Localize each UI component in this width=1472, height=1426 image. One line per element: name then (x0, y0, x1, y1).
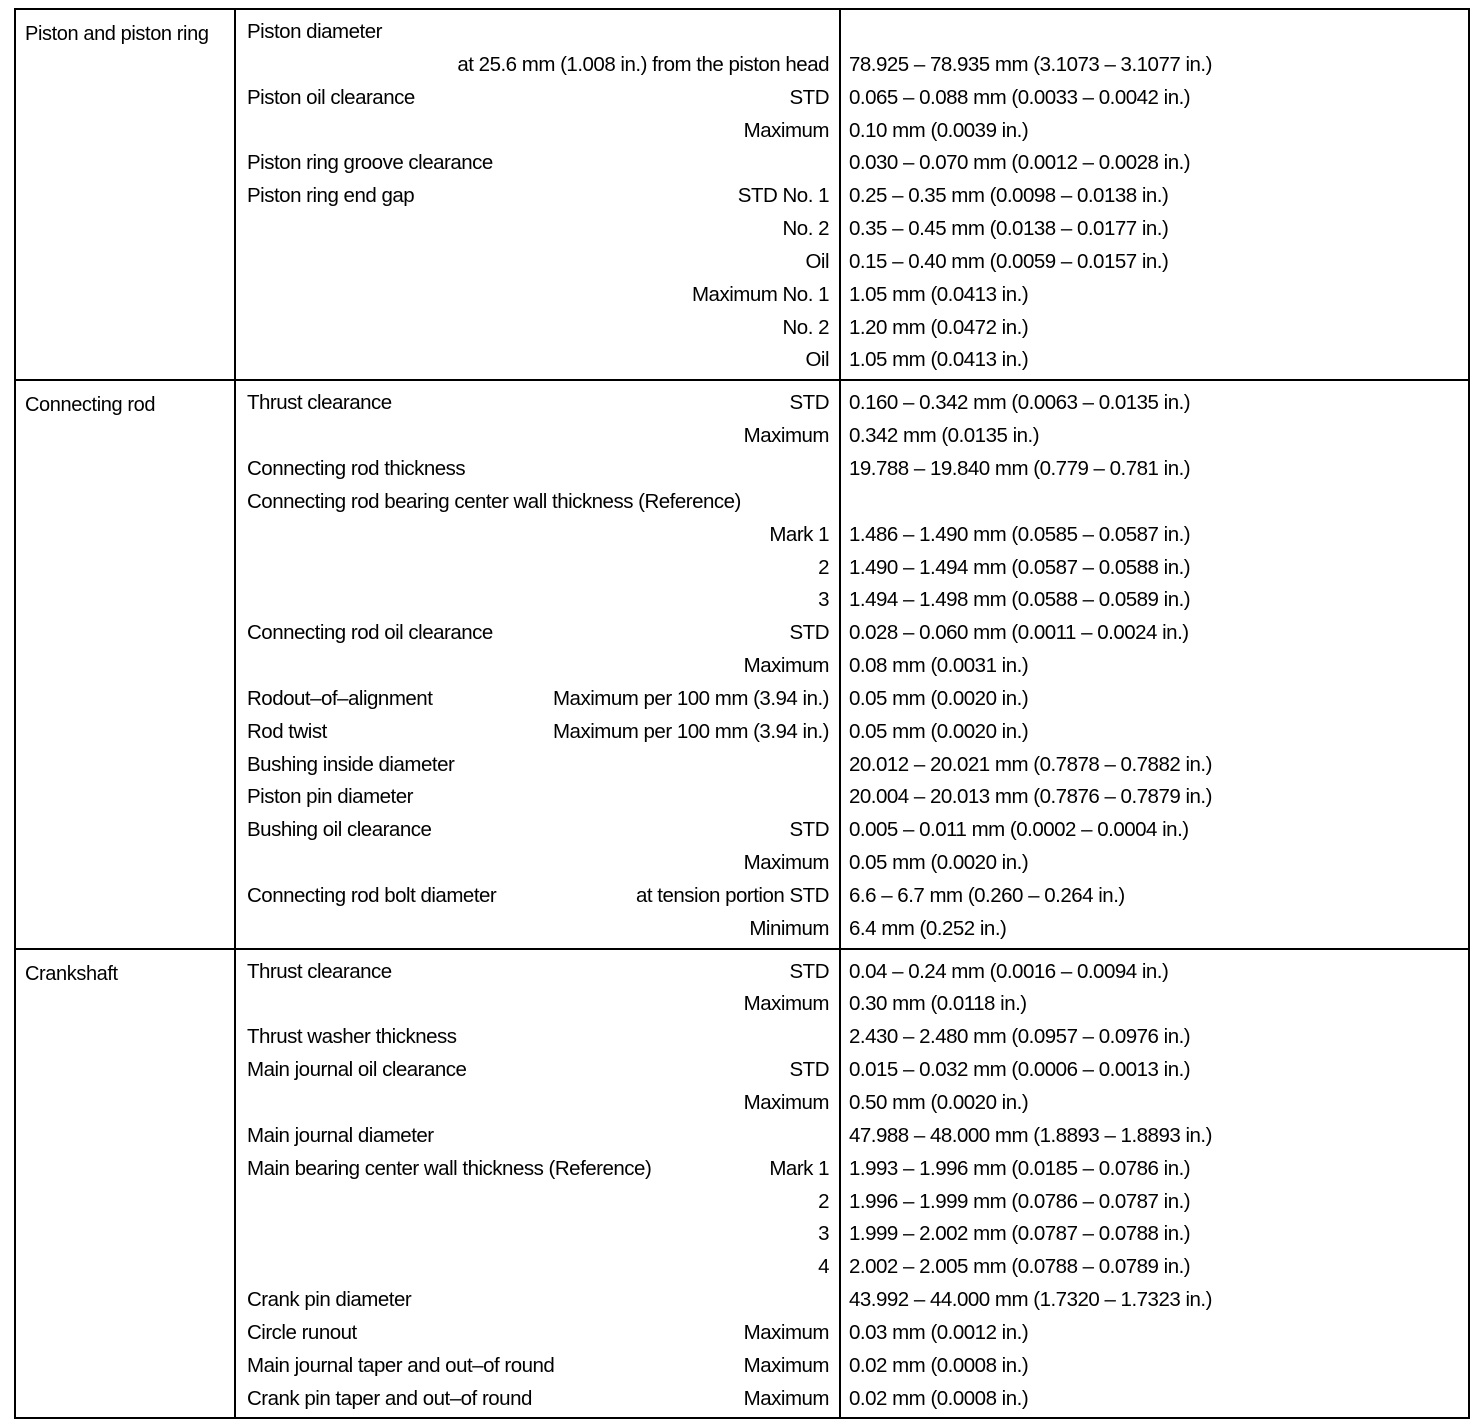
spec-item-line (236, 1317, 839, 1350)
spec-item-condition: No. 2 (782, 217, 829, 241)
spec-item-condition: No. 2 (782, 315, 829, 339)
spec-item-label: Main journal taper and out–of round (247, 1353, 555, 1377)
spec-item-condition: 3 (818, 588, 829, 612)
spec-item-condition: Maximum (743, 1091, 829, 1114)
spec-value: 1.490 – 1.494 mm (0.0587 – 0.0588 in.) (849, 555, 1191, 579)
spec-item-condition: at 25.6 mm (1.008 in.) from the piston head (457, 52, 829, 76)
spec-item-label: Bushing oil clearance (247, 818, 432, 842)
spec-value: 20.012 – 20.021 mm (0.7878 – 0.7882 in.) (849, 752, 1212, 776)
spec-item-line (236, 16, 839, 49)
spec-item-line (236, 1054, 839, 1087)
section-row (15, 380, 1469, 948)
spec-item-condition: Oil (805, 249, 829, 273)
spec-item-line (236, 650, 839, 683)
spec-value: 1.996 – 1.999 mm (0.0786 – 0.0787 in.) (849, 1189, 1191, 1213)
section-category: Connecting rod (15, 380, 235, 948)
spec-item-label: Connecting rod bearing center wall thickness (Reference) (247, 489, 741, 513)
spec-item-label: Connecting rod oil clearance (247, 621, 493, 645)
spec-value: 1.494 – 1.498 mm (0.0588 – 0.0589 in.) (849, 588, 1191, 612)
spec-value: 0.342 mm (0.0135 in.) (849, 424, 1040, 448)
spec-item-condition: STD (789, 1058, 829, 1082)
spec-item-line (236, 913, 839, 946)
spec-item-condition: Maximum (743, 424, 829, 448)
spec-value: 0.02 mm (0.0008 in.) (849, 1386, 1029, 1410)
spec-item-line (236, 453, 839, 486)
spec-item-condition: Maximum (743, 118, 829, 142)
spec-item-line (236, 312, 839, 345)
spec-item-condition: Maximum per 100 mm (3.94 in.) (552, 719, 829, 743)
spec-value: 0.30 mm (0.0118 in.) (849, 992, 1027, 1016)
spec-item-condition: Maximum (743, 992, 829, 1016)
spec-item-condition: Maximum per 100 mm (3.94 in.) (552, 686, 829, 710)
item-column (235, 380, 840, 948)
spec-item-line (236, 213, 839, 246)
spec-item-label: Piston ring end gap (247, 184, 415, 208)
value-column (840, 949, 1469, 1419)
spec-item-label: Piston oil clearance (247, 85, 415, 109)
spec-item-line (236, 781, 839, 814)
spec-item-condition: Maximum (743, 654, 829, 678)
spec-item-line (236, 279, 839, 312)
spec-value: 0.35 – 0.45 mm (0.0138 – 0.0177 in.) (849, 217, 1169, 241)
spec-item-line (236, 1021, 839, 1054)
spec-item-label: Rod twist (247, 719, 327, 743)
spec-item-condition: 4 (818, 1255, 829, 1279)
spec-value: 2.002 – 2.005 mm (0.0788 – 0.0789 in.) (849, 1255, 1191, 1279)
spec-item-condition: STD No. 1 (737, 184, 829, 208)
spec-item-line (236, 1218, 839, 1251)
spec-item-condition: STD (789, 621, 829, 645)
section-row (15, 9, 1469, 380)
spec-item-label: Main journal oil clearance (247, 1058, 467, 1082)
spec-item-condition: Mark 1 (769, 1156, 829, 1180)
spec-item-label: Piston pin diameter (247, 785, 413, 809)
spec-item-condition: 2 (818, 1189, 829, 1213)
spec-item-line (236, 552, 839, 585)
spec-item-label: Main journal diameter (247, 1123, 434, 1147)
spec-value: 1.20 mm (0.0472 in.) (849, 315, 1029, 339)
spec-value (841, 16, 1468, 49)
spec-value: 0.005 – 0.011 mm (0.0002 – 0.0004 in.) (849, 818, 1189, 842)
spec-item-line (236, 180, 839, 213)
spec-item-label: Rodout–of–alignment (247, 686, 433, 710)
spec-item-label: Bushing inside diameter (247, 752, 455, 776)
spec-table-body (15, 9, 1469, 1418)
spec-value: 0.15 – 0.40 mm (0.0059 – 0.0157 in.) (849, 249, 1169, 273)
spec-value: 0.160 – 0.342 mm (0.0063 – 0.0135 in.) (849, 391, 1191, 415)
spec-item-label: Thrust clearance (247, 391, 392, 415)
spec-value: 0.030 – 0.070 mm (0.0012 – 0.0028 in.) (849, 151, 1191, 175)
spec-table (14, 8, 1470, 1419)
spec-item-line (236, 847, 839, 880)
spec-value: 0.05 mm (0.0020 in.) (849, 719, 1029, 743)
spec-value: 1.05 mm (0.0413 in.) (849, 348, 1029, 372)
value-column (840, 9, 1469, 380)
spec-item-line (236, 1251, 839, 1284)
spec-item-line (236, 814, 839, 847)
spec-item-label: Crank pin taper and out–of round (247, 1386, 532, 1410)
spec-value: 0.04 – 0.24 mm (0.0016 – 0.0094 in.) (849, 959, 1169, 983)
spec-item-line (236, 420, 839, 453)
spec-item-label: Thrust clearance (247, 959, 392, 983)
spec-item-condition: Maximum (743, 1353, 829, 1377)
spec-value: 0.065 – 0.088 mm (0.0033 – 0.0042 in.) (849, 85, 1191, 109)
spec-item-condition: Mark 1 (769, 522, 829, 546)
spec-item-condition: Oil (805, 348, 829, 372)
spec-value: 6.6 – 6.7 mm (0.260 – 0.264 in.) (849, 883, 1125, 907)
spec-item-condition: Maximum (743, 1386, 829, 1410)
spec-value: 0.03 mm (0.0012 in.) (849, 1320, 1029, 1344)
spec-item-line (236, 246, 839, 279)
spec-value: 0.05 mm (0.0020 in.) (849, 851, 1029, 875)
value-column (840, 380, 1469, 948)
spec-value: 20.004 – 20.013 mm (0.7876 – 0.7879 in.) (849, 785, 1212, 809)
spec-item-line (236, 344, 839, 377)
spec-value: 0.50 mm (0.0020 in.) (849, 1091, 1029, 1114)
spec-item-line (236, 49, 839, 82)
spec-value: 1.486 – 1.490 mm (0.0585 – 0.0587 in.) (849, 522, 1191, 546)
spec-item-label: Circle runout (247, 1320, 357, 1344)
spec-item-label: Piston diameter (247, 20, 382, 43)
spec-value: 0.015 – 0.032 mm (0.0006 – 0.0013 in.) (849, 1058, 1191, 1082)
spec-item-line (236, 956, 839, 989)
spec-item-label: Piston ring groove clearance (247, 151, 493, 175)
spec-item-line (236, 716, 839, 749)
spec-value: 2.430 – 2.480 mm (0.0957 – 0.0976 in.) (849, 1025, 1191, 1049)
spec-value: 1.993 – 1.996 mm (0.0185 – 0.0786 in.) (849, 1156, 1191, 1180)
spec-item-line (236, 749, 839, 782)
spec-value: 0.25 – 0.35 mm (0.0098 – 0.0138 in.) (849, 184, 1169, 208)
item-column (235, 9, 840, 380)
spec-item-label: Thrust washer thickness (247, 1025, 457, 1049)
spec-value: 0.08 mm (0.0031 in.) (849, 654, 1029, 678)
spec-item-line (236, 584, 839, 617)
section-category: Crankshaft (15, 949, 235, 1419)
spec-value: 0.02 mm (0.0008 in.) (849, 1353, 1029, 1377)
spec-value (841, 486, 1468, 519)
spec-item-condition: at tension portion STD (636, 883, 829, 907)
spec-item-label: Connecting rod thickness (247, 456, 466, 480)
spec-item-line (236, 1383, 839, 1416)
spec-item-line (236, 1186, 839, 1219)
spec-value: 0.05 mm (0.0020 in.) (849, 686, 1029, 710)
spec-value: 0.028 – 0.060 mm (0.0011 – 0.0024 in.) (849, 621, 1189, 645)
spec-item-line (236, 617, 839, 650)
spec-item-line (236, 147, 839, 180)
spec-value: 1.999 – 2.002 mm (0.0787 – 0.0788 in.) (849, 1222, 1191, 1246)
spec-item-condition: Minimum (749, 916, 829, 940)
section-row (15, 949, 1469, 1419)
spec-item-line (236, 1284, 839, 1317)
spec-item-condition: STD (789, 391, 829, 415)
spec-item-line (236, 1120, 839, 1153)
spec-item-condition: STD (789, 959, 829, 983)
spec-value: 43.992 – 44.000 mm (1.7320 – 1.7323 in.) (849, 1288, 1212, 1312)
spec-item-line (236, 880, 839, 913)
spec-item-line (236, 1350, 839, 1383)
spec-item-condition: STD (789, 818, 829, 842)
spec-item-condition: STD (789, 85, 829, 109)
spec-item-line (236, 387, 839, 420)
spec-item-line (236, 82, 839, 115)
spec-item-condition: 2 (818, 555, 829, 579)
spec-item-line (236, 486, 839, 519)
spec-value: 0.10 mm (0.0039 in.) (849, 118, 1029, 142)
section-category: Piston and piston ring (15, 9, 235, 380)
spec-value: 19.788 – 19.840 mm (0.779 – 0.781 in.) (849, 456, 1191, 480)
spec-item-condition: Maximum (743, 851, 829, 875)
spec-item-label: Main bearing center wall thickness (Reference) (247, 1156, 652, 1180)
spec-item-line (236, 1087, 839, 1120)
spec-item-line (236, 683, 839, 716)
spec-item-line (236, 988, 839, 1021)
spec-item-line (236, 1153, 839, 1186)
spec-item-condition: 3 (818, 1222, 829, 1246)
spec-value: 1.05 mm (0.0413 in.) (849, 282, 1029, 306)
spec-item-label: Crank pin diameter (247, 1288, 412, 1312)
spec-item-condition: Maximum (743, 1320, 829, 1344)
spec-item-condition: Maximum No. 1 (691, 282, 829, 306)
item-column (235, 949, 840, 1419)
spec-item-line (236, 115, 839, 148)
spec-value: 78.925 – 78.935 mm (3.1073 – 3.1077 in.) (849, 52, 1212, 76)
spec-value: 6.4 mm (0.252 in.) (849, 916, 1007, 940)
spec-item-line (236, 519, 839, 552)
spec-item-label: Connecting rod bolt diameter (247, 883, 497, 907)
spec-value: 47.988 – 48.000 mm (1.8893 – 1.8893 in.) (849, 1123, 1212, 1147)
